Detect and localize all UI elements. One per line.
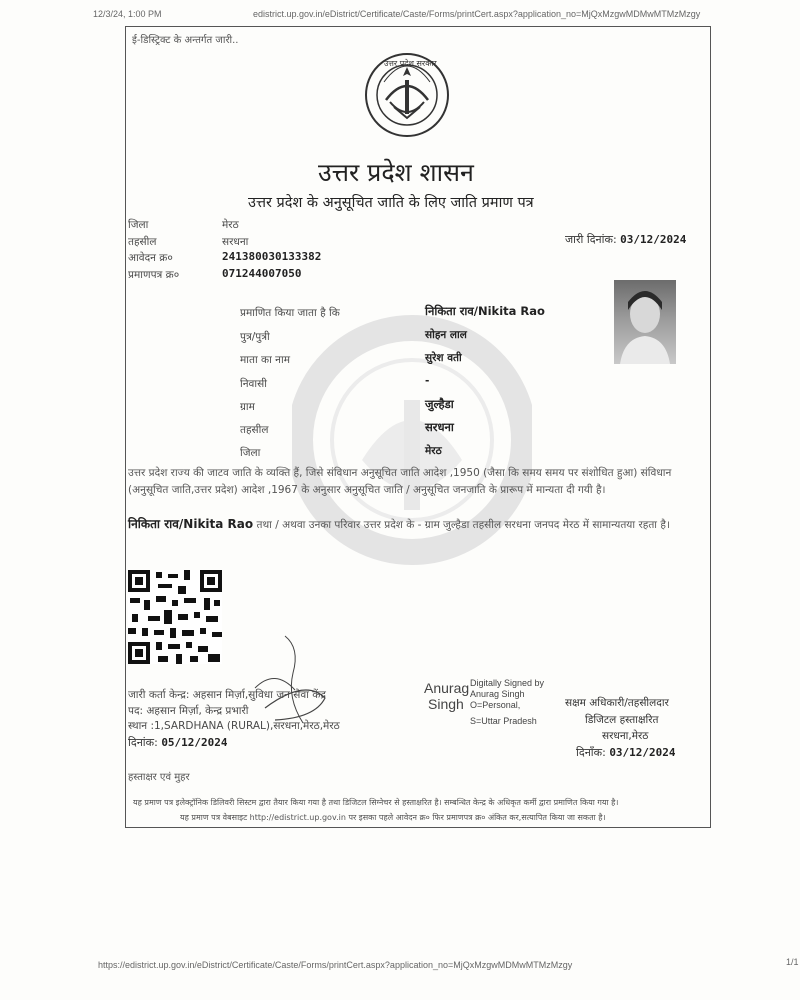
meta-label-district: जिला bbox=[128, 219, 149, 231]
certificate-subtitle: उत्तर प्रदेश के अनुसूचित जाति के लिए जाति प्रमाण पत्र bbox=[248, 195, 534, 211]
footer-note-2: यह प्रमाण पत्र वेबसाइट http://edistrict.up.gov.in पर इसका पहले आवेदन क्र० फिर प्रमाणपत्र क्र० अंकित कर,सत्यापित किया जा सकता है। bbox=[180, 813, 606, 822]
authority-title: सक्षम अधिकारी/तहसीलदार bbox=[565, 697, 669, 709]
residence-name: निकिता राव/Nikita Rao bbox=[128, 517, 254, 531]
detail-value-tehsil: सरधना bbox=[425, 420, 454, 434]
issuer-date-value: 05/12/2024 bbox=[161, 736, 228, 749]
qr-code bbox=[128, 570, 222, 664]
residence-text: तथा / अथवा उनका परिवार उत्तर प्रदेश के - ग्राम जुल्हैडा तहसील सरधना जनपद मेरठ में सामान्यतया रहता है। bbox=[253, 519, 670, 531]
signature-seal-label: हस्ताक्षर एवं मुहर bbox=[128, 772, 190, 783]
authority-digital: डिजिटल हस्ताक्षरित bbox=[585, 714, 659, 726]
issue-date-block bbox=[565, 232, 686, 247]
issue-date-label: जारी दिनांक: bbox=[565, 233, 617, 246]
meta-label-tehsil: तहसील bbox=[128, 236, 157, 248]
digital-signer-name-2: Singh bbox=[428, 696, 464, 712]
detail-value-district: मेरठ bbox=[425, 445, 442, 457]
emblem-watermark bbox=[292, 290, 532, 590]
authority-place: सरधना,मेरठ bbox=[602, 730, 649, 742]
meta-value-application-no: 241380030133382 bbox=[222, 250, 322, 263]
issue-date-value: 03/12/2024 bbox=[620, 233, 687, 246]
authority-date-label: दिनाँक: bbox=[576, 746, 606, 759]
issued-under-text: ई-डिस्ट्रिक्ट के अन्तर्गत जारी.. bbox=[132, 35, 239, 46]
digital-sign-detail-2: Anurag Singh bbox=[470, 689, 525, 699]
detail-value-father: सोहन लाल bbox=[425, 329, 467, 341]
digital-sign-detail-3: O=Personal, bbox=[470, 700, 521, 710]
detail-value-mother: सुरेश वती bbox=[425, 352, 462, 364]
print-page-number: 1/1 bbox=[786, 957, 799, 967]
detail-value-name: निकिता राव/Nikita Rao bbox=[425, 304, 545, 318]
detail-label-district: जिला bbox=[240, 447, 261, 459]
detail-label-village: ग्राम bbox=[240, 401, 255, 413]
detail-label-certify: प्रमाणित किया जाता है कि bbox=[240, 307, 340, 319]
residence-paragraph bbox=[128, 516, 706, 534]
authority-date-value: 03/12/2024 bbox=[609, 746, 676, 759]
meta-value-certificate-no: 071244007050 bbox=[222, 267, 302, 280]
caste-declaration-paragraph: उत्तर प्रदेश राज्य की जाटव जाति के व्यक्ति हैं, जिसे संविधान अनुसूचित जाति आदेश ,1950 (जैसा कि समय समय पर संशोधित हुआ) संविधान (अनुसूचित जाति,उत्तर प्रदेश) आदेश ,1967 के अनुसार अनुसूचित जाति / अनुसूचित जनजाति के प्रारूप में मान्यता दी गयी है। bbox=[128, 467, 672, 496]
issuer-location: स्थान :1,SARDHANA (RURAL),सरधना,मेरठ,मेरठ bbox=[128, 720, 340, 732]
issuer-center: जारी कर्ता केन्द्र: अहसान मिर्ज़ा,सुविधा जन सेवा केंद्र bbox=[128, 689, 326, 701]
print-timestamp: 12/3/24, 1:00 PM bbox=[93, 9, 162, 19]
certificate-title: उत्तर प्रदेश शासन bbox=[318, 158, 474, 187]
detail-label-resident: निवासी bbox=[240, 378, 267, 390]
footer-note-1: यह प्रमाण पत्र इलेक्ट्रॉनिक डिलिवरी सिस्टम द्वारा तैयार किया गया है तथा डिजिटल सिग्नेचर से हस्ताक्षरित है। सम्बन्धित केन्द्र के अधिकृत कर्मी द्वारा प्रमाणित किया गया है। bbox=[133, 798, 619, 807]
detail-label-parent: पुत्र/पुत्री bbox=[240, 331, 270, 343]
authority-date-block bbox=[576, 745, 676, 760]
meta-label-application-no: आवेदन क्र० bbox=[128, 252, 173, 264]
detail-value-resident: - bbox=[425, 375, 430, 387]
digital-sign-detail-4: S=Uttar Pradesh bbox=[470, 716, 537, 726]
meta-value-tehsil: सरधना bbox=[222, 236, 249, 248]
applicant-photo bbox=[614, 280, 676, 364]
detail-value-village: जुल्हैडा bbox=[425, 397, 454, 411]
emblem-text: उत्तर प्रदेश सरकार bbox=[384, 59, 437, 68]
issuer-date-block bbox=[128, 735, 228, 750]
issuer-designation: पद: अहसान मिर्ज़ा, केन्द्र प्रभारी bbox=[128, 705, 249, 717]
detail-label-tehsil: तहसील bbox=[240, 424, 269, 436]
detail-label-mother: माता का नाम bbox=[240, 354, 290, 366]
digital-sign-detail-1: Digitally Signed by bbox=[470, 678, 545, 688]
issuer-date-label: दिनांक: bbox=[128, 736, 158, 749]
digital-signer-name-1: Anurag bbox=[424, 680, 470, 696]
print-url-footer[interactable]: https://edistrict.up.gov.in/eDistrict/Certificate/Caste/Forms/printCert.aspx?application_no=MjQxMzgwMDMwMTMzMzgy bbox=[98, 960, 573, 970]
meta-value-district: मेरठ bbox=[222, 219, 239, 231]
meta-label-certificate-no: प्रमाणपत्र क्र० bbox=[128, 269, 180, 281]
print-url-header[interactable]: edistrict.up.gov.in/eDistrict/Certificate/Caste/Forms/printCert.aspx?application_no=MjQxMzgwMDMwMTMzMzgy bbox=[253, 9, 701, 19]
